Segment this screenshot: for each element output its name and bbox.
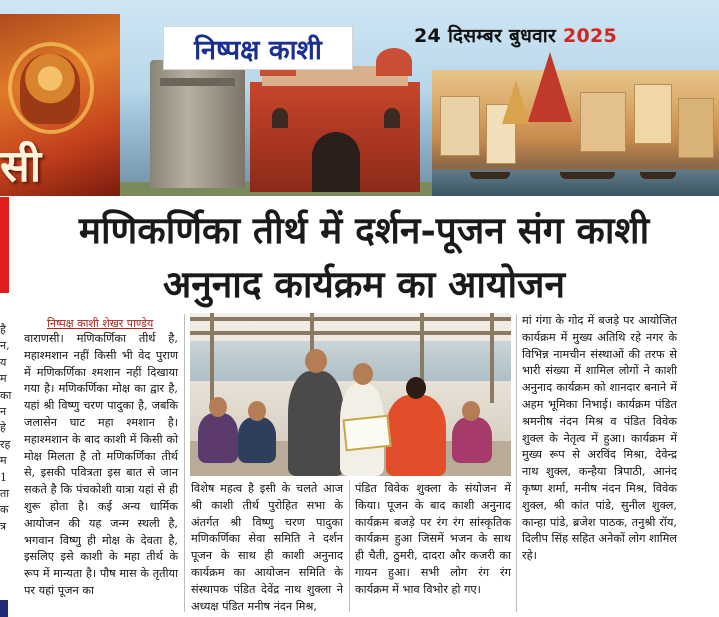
paper-title-box xyxy=(163,26,353,70)
edge-fragment: का xyxy=(0,388,12,402)
photo-river xyxy=(190,341,511,381)
canopy-post xyxy=(490,313,494,403)
boat-canopy xyxy=(190,317,511,321)
ghat-building xyxy=(440,96,480,156)
headline-line-2: अनुनाद कार्यक्रम का आयोजन xyxy=(162,262,566,306)
boat xyxy=(470,172,510,179)
edge-fragment: है xyxy=(0,323,6,336)
boat xyxy=(560,172,615,179)
deity-figure xyxy=(20,54,80,124)
edge-fragment: म xyxy=(0,372,7,386)
guest-head xyxy=(248,401,266,421)
gate-window xyxy=(272,108,288,128)
boat xyxy=(640,172,676,179)
guest-head xyxy=(462,401,480,421)
boat-canopy xyxy=(190,331,511,335)
gate-dome-right xyxy=(376,48,412,76)
ghat-building xyxy=(580,92,626,152)
byline: निष्पक्ष काशी शेखर पाण्डेय xyxy=(47,317,154,330)
article-column-3: पंडित विवेक शुक्ला के संयोजन में किया। पूजन के बाद काशी अनुनाद कार्यक्रम बजड़े पर रंग रंग सांस्कृतिक कार्यक्रम हुआ जिसमें भजन के साथ ही चैती, ठुमरी, दादरा और कजरी का गायन हुआ। सभी लोग रंग रंग कार्यक्रम में भाव विभोर हो गए। xyxy=(355,482,511,596)
red-edge-strip xyxy=(0,197,9,293)
edge-fragment: ता xyxy=(0,487,10,501)
masthead-banner xyxy=(0,0,719,196)
temple-spire-small xyxy=(502,80,530,124)
edge-fragment: रह xyxy=(0,437,11,451)
adjacent-column-fragment xyxy=(0,322,10,612)
headline xyxy=(14,204,714,310)
date-year: 2025 xyxy=(562,25,618,47)
certificate xyxy=(342,415,391,452)
presenter-man xyxy=(288,371,344,476)
presenter-head xyxy=(305,349,327,373)
date-text: 24 दिसम्बर बुधवार xyxy=(414,25,557,47)
edge-fragment: क xyxy=(0,503,9,517)
event-photo xyxy=(190,313,511,476)
woman-in-saree xyxy=(386,395,446,476)
paper-name: निष्पक्ष काशी xyxy=(194,34,322,66)
edge-fragment: 1 xyxy=(0,470,7,484)
seated-guest xyxy=(238,417,276,463)
edge-fragment: हे xyxy=(0,421,6,435)
deity-image xyxy=(0,14,120,196)
column-divider xyxy=(184,314,185,612)
man-head xyxy=(353,363,373,385)
edge-fragment: न xyxy=(0,405,7,419)
edge-fragment: य xyxy=(0,355,7,369)
article-column-4: मां गंगा के गोद में बजड़े पर आयोजित कार्यक्रम में मुख्य अतिथि रहे नगर के विभिन्न नामचीन संस्थाओं की तरफ से भारी संख्या में शामिल लोगों ने काशी अनुनाद कार्यक्रम को शानदार बनाने में अहम भूमिका निभाई। कार्यक्रम पंडित श्रमनीष नंदन मिश्र व पंडित विवेक शुक्ल के नेतृत्व में हुआ। कार्यक्रम में मुख्य रूप से अरविंद मिश्रा, देवेन्द्र नाथ शुक्ल, कन्हैया त्रिपाठी, आनंद कृष्ण शर्मा, मनीष नंदन मिश्र, विवेक शुक्ल, श्री कांत पांडे, सुनील शुक्ल, कान्हा पांडे, ब्रजेश पाठक, तनुश्री रॉय, दिलीप सिंह सहित अनेकों लोग शामिल रहे। xyxy=(522,314,677,563)
edge-fragment: म xyxy=(0,454,7,468)
seated-guest xyxy=(198,413,238,463)
woman-head xyxy=(406,377,426,399)
canopy-post xyxy=(210,313,214,403)
seated-guest xyxy=(452,417,492,463)
guest-head xyxy=(209,397,227,417)
issue-date xyxy=(414,22,617,48)
banner-side-word: सी xyxy=(0,141,41,192)
headline-line-1: मणिकर्णिका तीर्थ में दर्शन-पूजन संग काशी xyxy=(78,208,650,252)
fort-tower-image xyxy=(150,60,245,188)
gate-window xyxy=(384,108,400,128)
column-divider xyxy=(349,480,350,612)
article-column-1: वाराणसी। मणिकर्णिका तीर्थ है, महाश्मशान नहीं किसी भी वेद पुराण में मणिकर्णिका श्मशान नहीं दिखाया गया है। मणिकर्णिका मोक्ष का द्वार है, यहां श्री विष्णु चरण पादुका है, जबकि जलासेन घाट महा श्मशान है। महाश्मशान के बाद काशी में किसी को मोक्ष मिलता है तो मणिकर्णिका तीर्थ से, इसकी पवित्रता इस बात से जान सकते है कि पंचकोशी यात्रा यहां से ही शुरू होता है। कई अन्य धार्मिक आयोजन की यह जन्म स्थली है, भगवान विष्णु ही मोक्ष के देवता है, इसलिए इसे काशी के महा तीर्थ के रूप में मान्यता है। पौष मास के तृतीया पर यहां पूजन का xyxy=(24,332,178,597)
ghat-building xyxy=(678,98,714,158)
navy-edge-block xyxy=(0,600,8,617)
gate-archway xyxy=(312,132,360,192)
article-column-2: विशेष महत्व है इसी के चलते आज श्री काशी तीर्थ पुरोहित सभा के अंतर्गत श्री विष्णु चरण पादुका मणिकर्णिका सेवा समिति ने दर्शन पूजन के साथ ही काशी अनुनाद कार्यक्रम का आयोजन समिति के संस्थापक पंडित देवेंद्र नाथ शुक्ला ने अध्यक्ष पंडित मनीष नंदन मिश्र, xyxy=(191,482,343,613)
temple-spire xyxy=(528,52,572,122)
edge-fragment: त्र xyxy=(0,519,7,533)
edge-fragment: न, xyxy=(0,339,10,353)
ghat-building xyxy=(634,84,672,144)
column-divider xyxy=(516,314,517,612)
